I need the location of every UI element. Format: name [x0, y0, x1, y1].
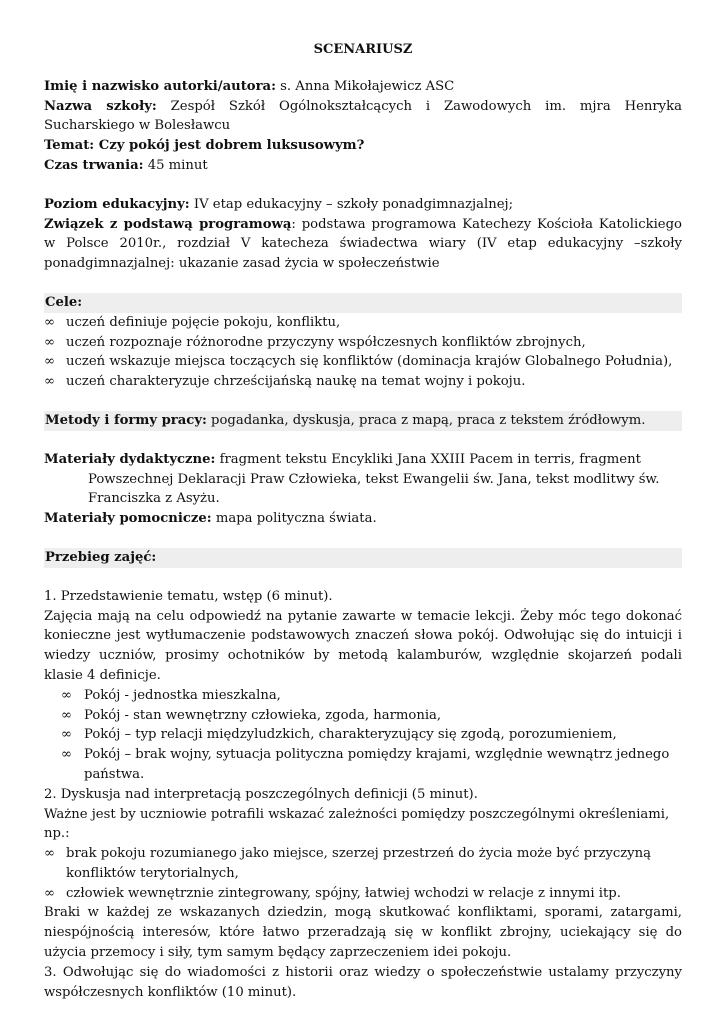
level-line: [44, 195, 682, 215]
materials-didactic-line: [44, 450, 682, 509]
list-item: ∞ brak pokoju rozumianego jako miejsce, szerzej przestrzeń do życia może być przyczyną konfliktów terytorialnych,: [44, 846, 651, 881]
step1-title: 1. Przedstawienie tematu, wstęp (6 minut).: [44, 588, 333, 604]
materials-aux-value: mapa polityczna świata.: [211, 511, 377, 527]
step2-title: 2. Dyskusja nad interpretacją poszczególnych definicji (5 minut).: [44, 786, 478, 802]
infinity-bullet-icon: ∞: [61, 747, 72, 763]
infinity-bullet-icon: ∞: [44, 846, 55, 862]
program-label: Związek z podstawą programową: [44, 216, 292, 232]
document-title: SCENARIUSZ: [313, 42, 413, 57]
level-value: IV etap edukacyjny – szkoły ponadgimnazjalnej;: [189, 196, 514, 212]
course-heading: Przebieg zajęć:: [44, 548, 682, 568]
step1-text: Zajęcia mają na celu odpowiedź na pytanie zawarte w temacie lekcji. Żeby móc tego dokonać konieczne jest wytłumaczenie podstawowych znaczeń słowa pokój. Odwołując się do intuicji i wiedzy uczniów, prosimy ochotników by metodą kalamburów, względnie skojarzeń podali klasie 4 definicje.: [44, 608, 682, 683]
list-item: ∞ Pokój – brak wojny, sytuacja polityczna pomiędzy krajami, względnie wewnątrz jednego państwa.: [61, 747, 670, 782]
infinity-bullet-icon: ∞: [61, 687, 72, 703]
step2-intro: Ważne jest by uczniowie potrafili wskazać zależności pomiędzy poszczególnymi określeniami, np.:: [44, 806, 670, 842]
list-item: ∞ człowiek wewnętrznie zintegrowany, spójny, łatwiej wchodzi w relacje z innymi itp.: [44, 884, 682, 904]
list-item: ∞ uczeń definiuje pojęcie pokoju, konfliktu,: [44, 313, 682, 333]
materials-didactic-value: fragment tekstu Encykliki Jana XXIII Pacem in terris, fragment Powszechnej Deklaracji Praw Człowieka, tekst Ewangelii św. Jana, tekst modlitwy św. Franciszka z Asyżu.: [88, 451, 660, 507]
list-item: ∞ uczeń rozpoznaje różnorodne przyczyny współczesnych konfliktów zbrojnych,: [44, 333, 682, 353]
list-item: ∞ uczeń wskazuje miejsca toczących się konfliktów (dominacja krajów Globalnego Południa),: [44, 352, 682, 372]
school-value: Zespół Szkół Ogólnokształcących i Zawodowych im. mjra Henryka Sucharskiego w Bolesławcu: [44, 98, 682, 134]
author-label: Imię i nazwisko autorki/autora:: [44, 78, 276, 94]
infinity-bullet-icon: ∞: [44, 334, 55, 350]
infinity-bullet-icon: ∞: [61, 707, 72, 723]
school-label: Nazwa szkoły:: [44, 98, 157, 114]
duration-value: 45 minut: [143, 157, 208, 173]
infinity-bullet-icon: ∞: [44, 885, 55, 901]
topic-line: Temat: Czy pokój jest dobrem luksusowym?: [44, 138, 365, 154]
list-item: ∞ Pokój - jednostka mieszkalna,: [44, 686, 682, 706]
methods-line: [44, 411, 682, 431]
infinity-bullet-icon: ∞: [61, 727, 72, 743]
materials-aux-label: Materiały pomocnicze:: [44, 511, 212, 527]
step2-list: [44, 844, 682, 903]
program-line: [44, 215, 682, 274]
list-item: ∞ Pokój - stan wewnętrzny człowieka, zgoda, harmonia,: [44, 706, 682, 726]
document-page: [44, 40, 682, 1002]
list-item: ∞ Pokój – typ relacji międzyludzkich, charakteryzujący się zgodą, porozumieniem,: [44, 725, 682, 745]
materials-didactic-label: Materiały dydaktyczne:: [44, 451, 216, 467]
infinity-bullet-icon: ∞: [44, 314, 55, 330]
author-line: [44, 77, 682, 97]
school-line: [44, 97, 682, 137]
methods-value: pogadanka, dyskusja, praca z mapą, praca z tekstem źródłowym.: [206, 412, 646, 428]
list-item: ∞ uczeń charakteryzuje chrześcijańską naukę na temat wojny i pokoju.: [44, 372, 682, 392]
materials-aux-line: [44, 509, 682, 529]
author-value: s. Anna Mikołajewicz ASC: [275, 78, 455, 94]
step2-text: Braki w każdej ze wskazanych dziedzin, mogą skutkować konfliktami, sporami, zatargami, niespójnością interesów, które łatwo przeradzają się w konflikt zbrojny, uciekający się do użycia przemocy i siły, tym samym będący zaprzeczeniem idei pokoju.: [44, 905, 682, 961]
program-value: : podstawa programowa Katechezy Kościoła Katolickiego w Polsce 2010r., rozdział V katecheza świadectwa wiary (IV etap edukacyjny –szkoły ponadgimnazjalnej: ukazanie zasad życia w społeczeństwie: [44, 216, 682, 272]
goals-heading: Cele:: [44, 293, 682, 313]
duration-line: [44, 156, 682, 176]
duration-label: Czas trwania:: [44, 157, 144, 173]
definitions-list: [44, 686, 682, 785]
infinity-bullet-icon: ∞: [44, 374, 55, 390]
methods-label: Metody i formy pracy:: [45, 412, 207, 428]
level-label: Poziom edukacyjny:: [44, 196, 190, 212]
step3-text: 3. Odwołując się do wiadomości z historii oraz wiedzy o społeczeństwie ustalamy przyczyny współczesnych konfliktów (10 minut).: [44, 964, 682, 1000]
infinity-bullet-icon: ∞: [44, 354, 55, 370]
goals-list: [44, 313, 682, 392]
